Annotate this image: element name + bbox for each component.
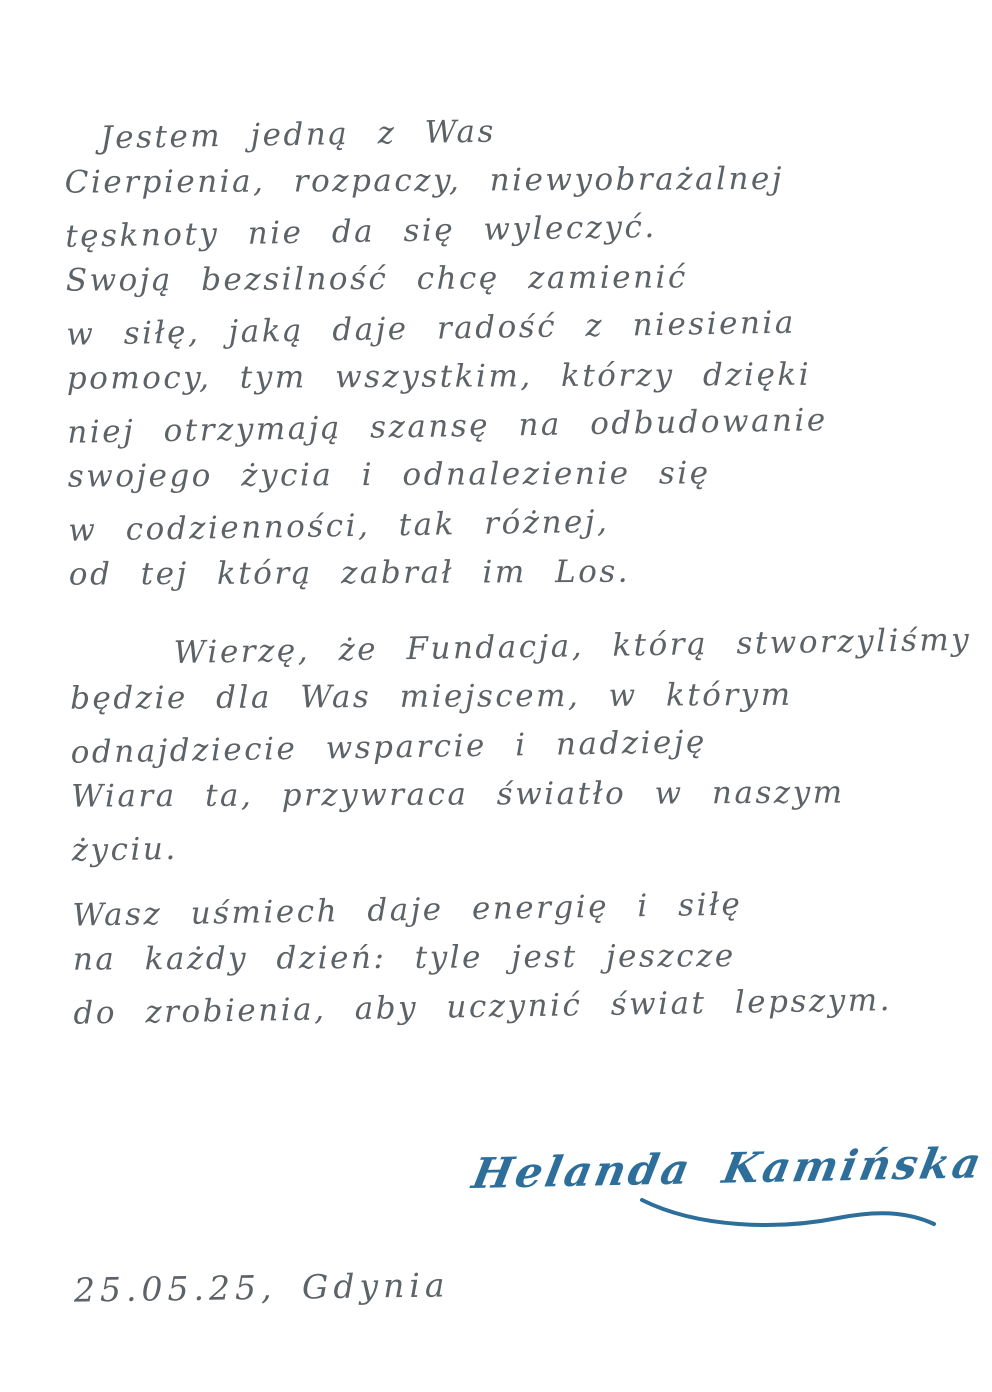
handwritten-line: Swoją bezsilność chcę zamienić bbox=[65, 259, 688, 299]
handwritten-line: od tej którą zabrał im Los. bbox=[68, 553, 631, 593]
paragraph bbox=[69, 619, 972, 873]
handwritten-line: Jestem jedną z Was bbox=[99, 113, 497, 157]
handwritten-line: w siłę, jaką daje radość z niesienia bbox=[66, 304, 797, 353]
handwritten-line: tęsknoty nie da się wyleczyć. bbox=[65, 208, 657, 255]
handwritten-line: pomocy, tym wszystkim, którzy dzięki bbox=[66, 356, 812, 397]
letter-text bbox=[64, 103, 972, 1036]
handwritten-line: Wiara ta, przywraca światło w naszym bbox=[71, 774, 845, 815]
handwritten-line: do zrobienia, aby uczynić świat lepszym. bbox=[73, 982, 893, 1032]
signature-block bbox=[468, 1138, 988, 1200]
date-place: 25.05.25, Gdynia bbox=[73, 1265, 450, 1310]
handwritten-line: będzie dla Was miejscem, w którym bbox=[70, 676, 793, 717]
signature-flourish bbox=[638, 1194, 938, 1234]
handwritten-line: na każdy dzień: tyle jest jeszcze bbox=[72, 938, 736, 978]
signature: Helanda Kamińska bbox=[468, 1138, 988, 1199]
handwritten-line: Wierzę, że Fundacja, którą stworzyliśmy bbox=[173, 621, 972, 671]
handwritten-line: niej otrzymają szansę na odbudowanie bbox=[67, 402, 829, 451]
handwritten-line: życiu. bbox=[71, 830, 178, 869]
handwritten-line: swojego życia i odnalezienie się bbox=[67, 455, 711, 495]
handwritten-line: Wasz uśmiech daje energię i siłę bbox=[72, 886, 743, 934]
paragraph bbox=[64, 103, 961, 602]
handwritten-line: Cierpienia, rozpaczy, niewyobrażalnej bbox=[64, 160, 784, 201]
paragraph bbox=[72, 880, 965, 1036]
handwritten-line: w codzienności, tak różnej, bbox=[68, 503, 610, 549]
handwritten-line: odnajdziecie wsparcie i nadzieję bbox=[70, 724, 708, 771]
